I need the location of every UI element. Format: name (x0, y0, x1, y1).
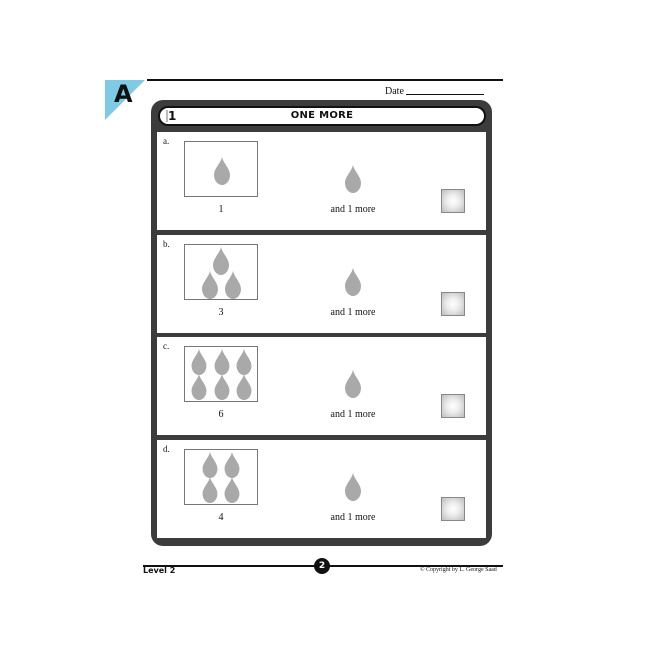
row-letter: b. (163, 239, 170, 249)
worksheet-title: ONE MORE (290, 110, 354, 121)
water-drop-icon (222, 476, 242, 503)
count-picture-box (184, 346, 258, 402)
copyright-notice: © Copyright by L. George Saad (420, 567, 497, 573)
water-drop-icon (212, 373, 232, 400)
count-label: 3 (218, 307, 224, 318)
answer-box[interactable] (441, 292, 465, 316)
exercise-row-b (157, 235, 486, 333)
count-label: 4 (218, 512, 224, 523)
water-drop-icon (343, 472, 363, 501)
water-drop-icon (200, 451, 220, 478)
date-line[interactable] (406, 94, 484, 95)
and-one-more-label: and 1 more (330, 307, 376, 318)
top-rule (147, 79, 503, 81)
count-label: 1 (218, 204, 224, 215)
exercise-row-a (157, 132, 486, 230)
water-drop-icon (200, 476, 220, 503)
water-drop-icon (343, 267, 363, 296)
lesson-number: 1 (168, 109, 177, 123)
count-picture-box (184, 449, 258, 505)
count-picture-box (184, 244, 258, 300)
and-one-more-label: and 1 more (330, 512, 376, 523)
water-drop-icon (189, 373, 209, 400)
and-one-more-label: and 1 more (330, 409, 376, 420)
water-drop-icon (234, 348, 254, 375)
worksheet-header (158, 106, 486, 126)
water-drop-icon (200, 270, 220, 299)
and-one-more-label: and 1 more (330, 204, 376, 215)
date-field[interactable] (385, 86, 484, 97)
water-drop-icon (212, 156, 232, 185)
exercise-row-c (157, 337, 486, 435)
row-letter: a. (163, 136, 170, 146)
water-drop-icon (222, 451, 242, 478)
row-letter: d. (163, 444, 170, 454)
water-drop-icon (343, 164, 363, 193)
water-drop-icon (189, 348, 209, 375)
water-drop-icon (234, 373, 254, 400)
water-drop-icon (343, 369, 363, 398)
count-picture-box (184, 141, 258, 197)
answer-box[interactable] (441, 394, 465, 418)
page-number: 2 (314, 558, 330, 574)
exercise-row-d (157, 440, 486, 538)
count-label: 6 (218, 409, 224, 420)
date-label: Date (385, 86, 404, 97)
answer-box[interactable] (441, 497, 465, 521)
water-drop-icon (223, 270, 243, 299)
row-letter: c. (163, 341, 170, 351)
answer-box[interactable] (441, 189, 465, 213)
section-letter: A (114, 80, 133, 108)
level-label: Level 2 (143, 566, 176, 575)
water-drop-icon (212, 348, 232, 375)
